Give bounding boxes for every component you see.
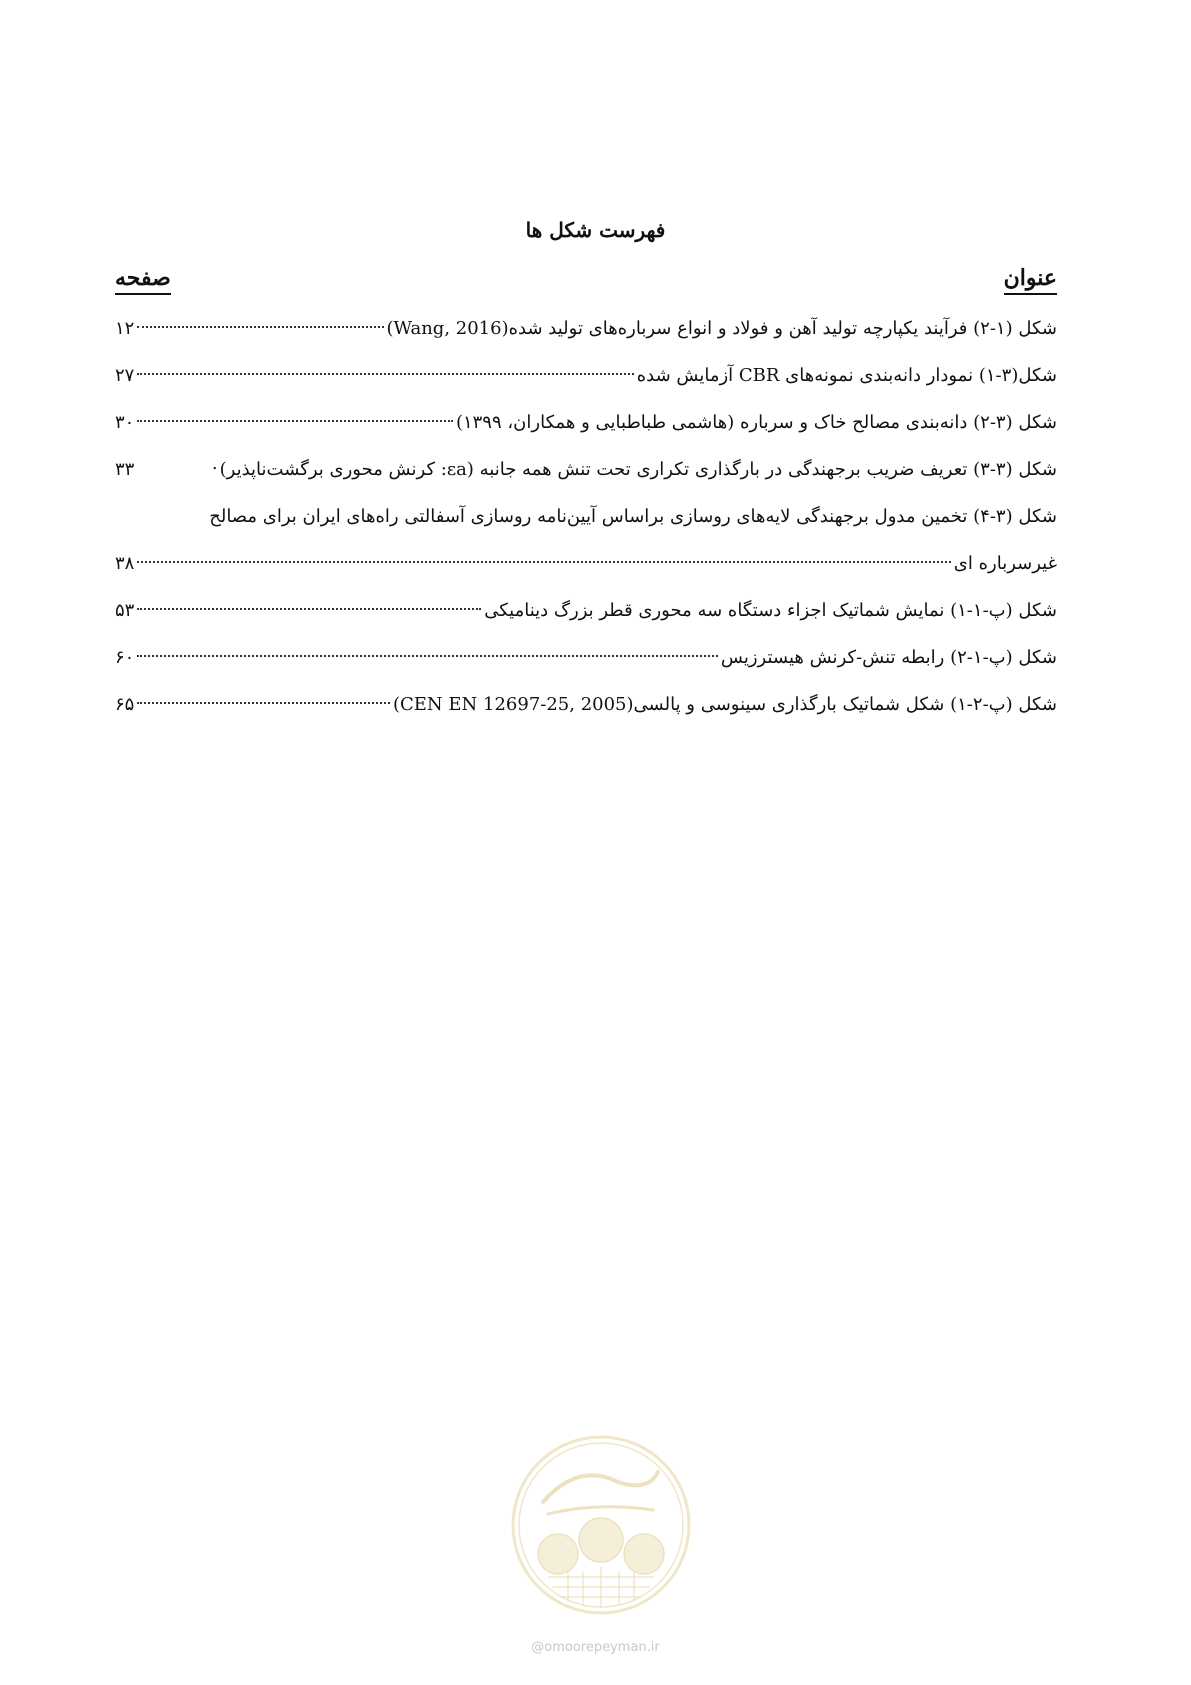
entry-text-line-2: غیرسرباره ای bbox=[953, 553, 1057, 574]
toc-entry-3[interactable] bbox=[115, 406, 1057, 453]
toc-entry-8[interactable] bbox=[115, 688, 1057, 735]
entry-text: شکل (پ-۱-۲) رابطه تنش-کرنش هیسترزیس bbox=[720, 647, 1057, 668]
toc-entry-6[interactable] bbox=[115, 594, 1057, 641]
entry-text: شکل (۱-۲) فرآیند یکپارچه تولید آهن و فولاد و انواع سرباره‌های تولید شده(Wang, 2016) bbox=[386, 318, 1057, 339]
toc-entry-7[interactable] bbox=[115, 641, 1057, 688]
entry-page-number: ۶۵ bbox=[115, 694, 135, 715]
dot-leader bbox=[137, 326, 383, 328]
entry-page-number: ۶۰ bbox=[115, 647, 135, 668]
entry-page-number: ۳۳ bbox=[115, 459, 135, 480]
dot-leader bbox=[137, 420, 453, 422]
header-title-label: عنوان bbox=[1004, 265, 1057, 295]
entry-text: شکل (پ-۱-۱) نمایش شماتیک اجزاء دستگاه سه محوری قطر بزرگ دینامیکی bbox=[484, 600, 1057, 621]
dot-leader bbox=[137, 608, 481, 610]
toc-entry-1[interactable] bbox=[115, 312, 1057, 359]
dot-leader bbox=[137, 561, 950, 563]
entry-page-number: ۵۳ bbox=[115, 600, 135, 621]
entry-line-2 bbox=[115, 547, 1057, 594]
entry-text: شکل (پ-۲-۱) شکل شماتیک بارگذاری سینوسی و پالسی(CEN EN 12697-25, 2005) bbox=[392, 694, 1057, 715]
toc-entry-2[interactable] bbox=[115, 359, 1057, 406]
page-title: فهرست شکل ها bbox=[525, 218, 666, 242]
toc-entry-5[interactable] bbox=[115, 500, 1057, 594]
dot-leader bbox=[137, 655, 718, 657]
figure-list bbox=[115, 312, 1057, 735]
toc-header bbox=[115, 265, 1057, 299]
entry-page-number: ۱۲ bbox=[115, 318, 135, 339]
entry-text-line-1: شکل (۳-۴) تخمین مدول برجهندگی لایه‌های روسازی براساس آیین‌نامه روسازی آسفالتی راه‌های ایران برای مصالح bbox=[209, 506, 1057, 527]
gear-seal-logo-icon bbox=[508, 1432, 694, 1618]
entry-text: شکل (۳-۳) تعریف ضریب برجهندگی در بارگذاری تکراری تحت تنش همه جانبه (εa: کرنش محوری برگشت‌ناپذیر) bbox=[219, 459, 1057, 480]
entry-text: شکل (۳-۲) دانه‌بندی مصالح خاک و سرباره (هاشمی طباطبایی و همکاران، ۱۳۹۹) bbox=[455, 412, 1057, 433]
header-page-label: صفحه bbox=[115, 265, 171, 295]
entry-page-number: ۲۷ bbox=[115, 365, 135, 386]
entry-page-number: ۳۰ bbox=[115, 412, 135, 433]
dot-leader bbox=[137, 373, 633, 375]
dot-leader bbox=[137, 702, 390, 704]
entry-text: شکل(۳-۱) نمودار دانه‌بندی نمونه‌های CBR آزمایش شده bbox=[636, 365, 1057, 386]
toc-entry-4[interactable]: شکل (۳-۳) تعریف ضریب برجهندگی در بارگذاری تکراری تحت تنش همه جانبه (εa: کرنش محوری برگشت‌ناپذیر) . ۳۳ bbox=[115, 453, 1057, 500]
watermark-url: @omoorepeyman.ir bbox=[531, 1640, 660, 1655]
entry-page-number: ۳۸ bbox=[115, 553, 135, 574]
